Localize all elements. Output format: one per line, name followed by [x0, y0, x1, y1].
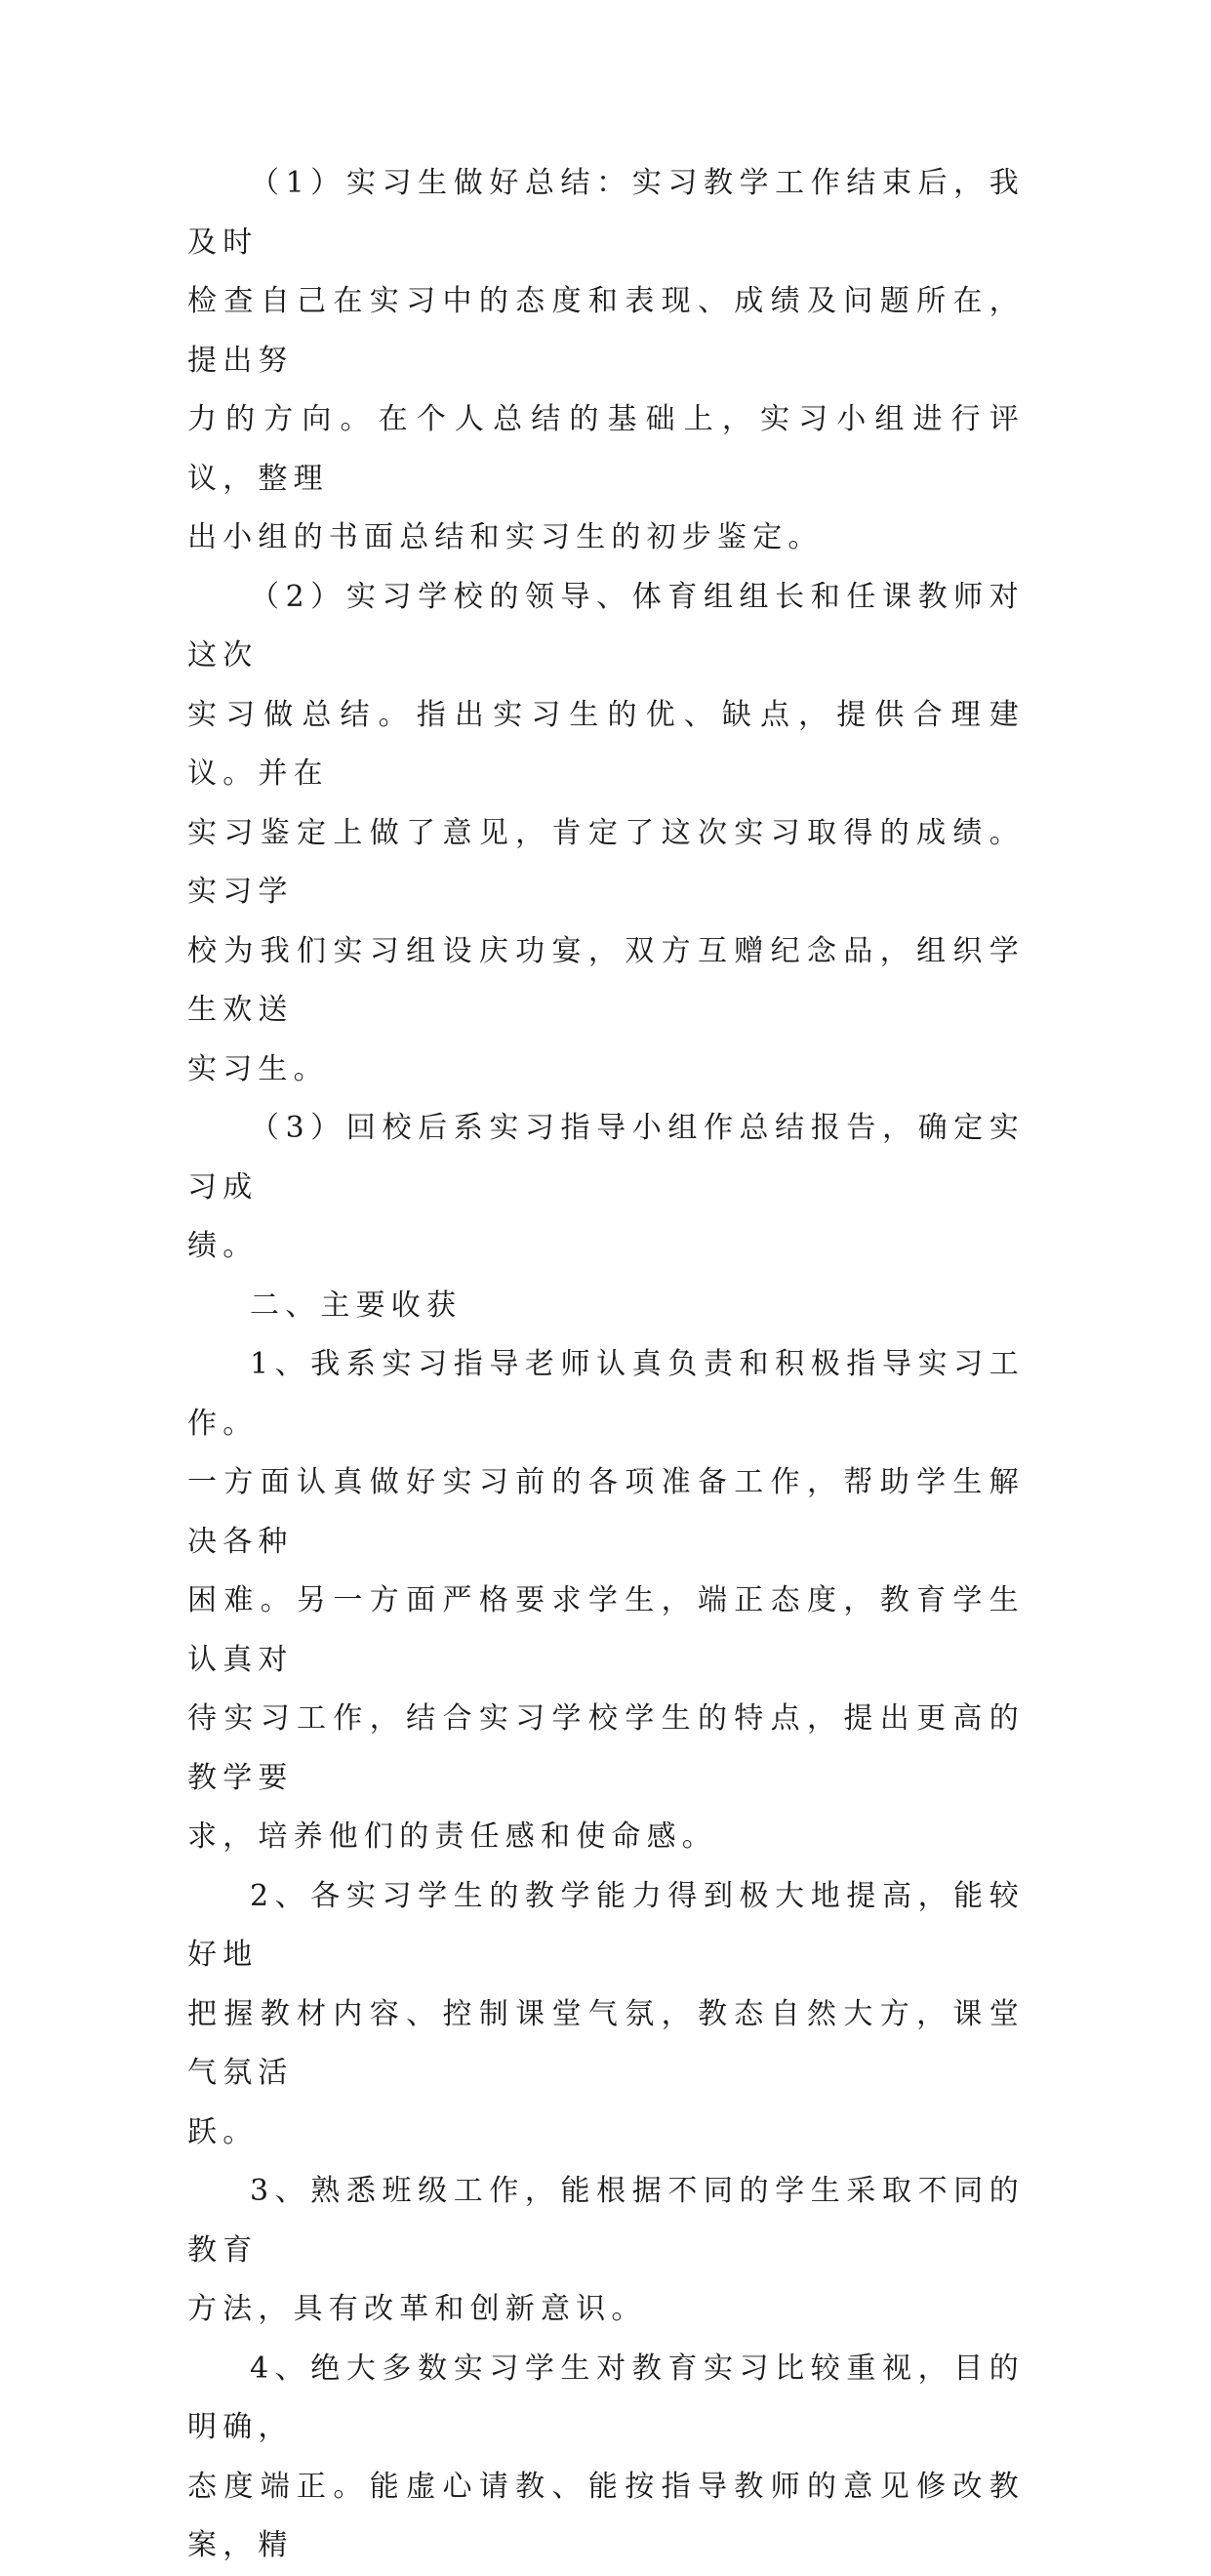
section-heading: 二、主要收获 [250, 1288, 463, 1323]
paragraph-gain-3: 3、熟悉班级工作，能根据不同的学生采取不同的教育 方法，具有改革和创新意识。 [187, 2174, 1025, 2326]
paragraph-summary-3: （3）回校后系实习指导小组作总结报告，确定实习成 绩。 [187, 1111, 1025, 1263]
document-body [187, 154, 1025, 2576]
paragraph-gain-1: 1、我系实习指导老师认真负责和积极指导实习工作。 一方面认真做好实习前的各项准备工作，帮助学生解决各种 困难。另一方面严格要求学生，端正态度，教育学生认真对 待实习工作，结合实习学校学生的特点，提出更高的教学要 求，培养他们的责任感和使命感。 [187, 1347, 1025, 1854]
paragraph-summary-1: （1）实习生做好总结：实习教学工作结束后，我及时 检查自己在实习中的态度和表现、成绩及问题所在，提出努 力的方向。在个人总结的基础上，实习小组进行评议，整理 出小组的书面总结和实习生的初步鉴定。 [187, 166, 1025, 554]
paragraph-gain-4: 4、绝大多数实习学生对教育实习比较重视，目的明确， 态度端正。能虚心请教、能按指导教师的意见修改教案，精 [187, 2351, 1025, 2562]
paragraph-summary-2: （2）实习学校的领导、体育组组长和任课教师对这次 实习做总结。指出实习生的优、缺点，提供合理建议。并在 实习鉴定上做了意见，肯定了这次实习取得的成绩。实习学 校为我们实习组设庆功宴，双方互赠纪念品，组织学生欢送 实习生。 [187, 579, 1025, 1086]
paragraph-gain-2: 2、各实习学生的教学能力得到极大地提高，能较好地 把握教材内容、控制课堂气氛，教态自然大方，课堂气氛活 跃。 [187, 1878, 1025, 2149]
